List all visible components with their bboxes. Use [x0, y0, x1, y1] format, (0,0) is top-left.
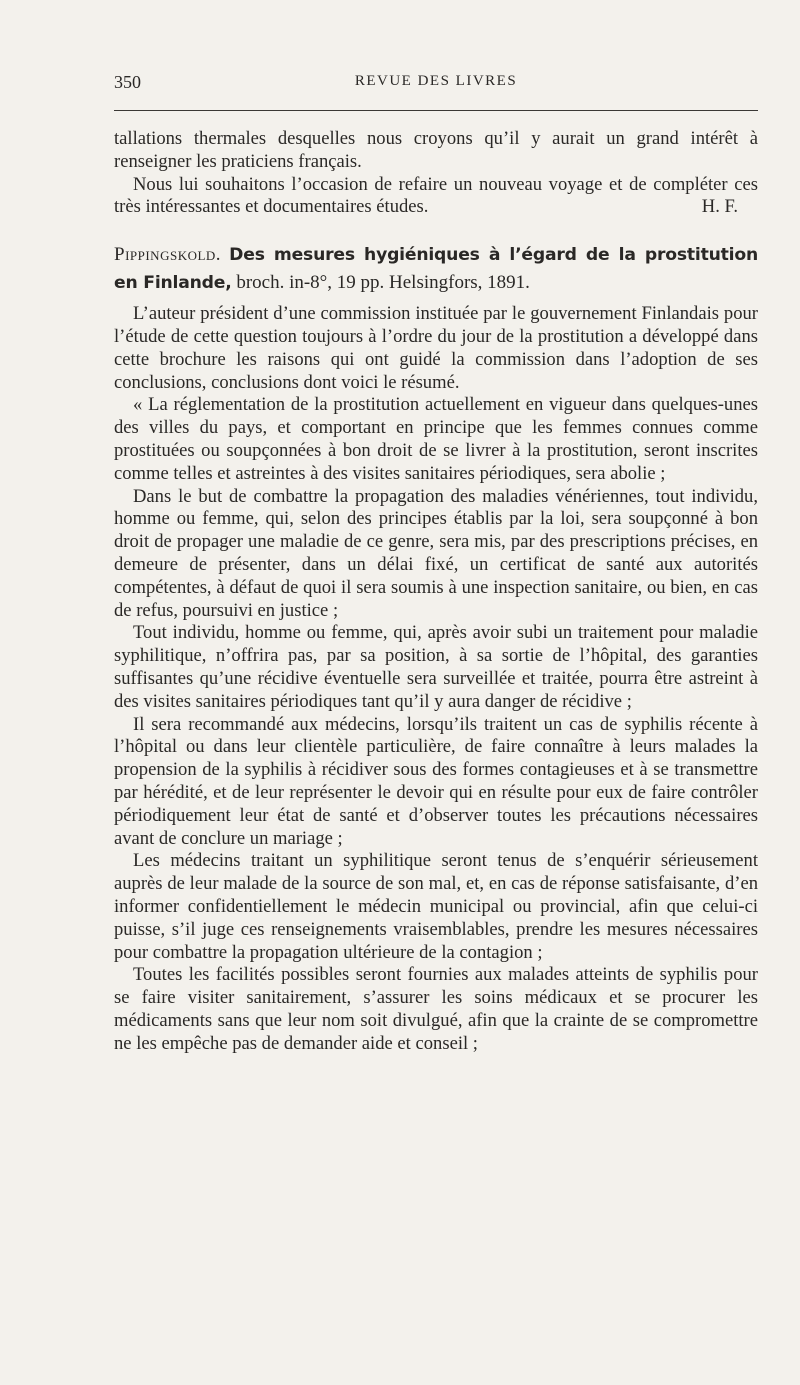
header-rule [114, 110, 758, 111]
entry-author: Pippingskold. [114, 244, 222, 266]
review-paragraph: Dans le but de combattre la propagation des maladies vénériennes, tout individu, homme ou femme, qui, selon des principes établis par la loi, sera soupçonné à bon droit de propager une maladie de ce genre, sera mis, par des prescriptions précises, en demeure de présenter, dans un délai fixé, un certificat de santé aux autorités compétentes, à défaut de quoi il sera soumis à une inspection sanitaire, ou bien, en cas de refus, poursuivi en justice ; [114, 485, 758, 621]
review-paragraph: Les médecins traitant un syphilitique seront tenus de s’enquérir sérieusement auprès de leur malade de la source de son mal, et, en cas de réponse satisfaisante, d’en informer confidentiellement le médecin municipal ou provincial, afin que celui-ci puisse, s’il juge ces renseignements vraisemblables, prendre les mesures nécessaires pour combattre la propagation ultérieure de la contagion ; [114, 850, 758, 963]
book-entry-heading [114, 241, 758, 297]
entry-title: Des mesures hygiéniques à l’égard de la prostitution en Finlande, [114, 245, 758, 294]
review-paragraph: L’auteur président d’une commission instituée par le gouvernement Finlandais pour l’étude de cette question toujours à l’ordre du jour de la prostitution a développé dans cette brochure les raisons qui ont guidé la commission dans l’adoption de ses conclusions, conclusions dont voici le résumé. [114, 303, 758, 393]
intro-line-1: tallations thermales desquelles nous croyons qu’il y aurait un grand intérêt [114, 128, 739, 149]
review-paragraph: Il sera recommandé aux médecins, lorsqu’ils traitent un cas de syphilis récente à l’hôpital ou dans leur clientèle particulière, de faire connaître à leurs malades la propension de la syphilis à récidiver sous des formes contagieuses et à se transmettre par hérédité, et de leur représenter le devoir qui en résulte pour eux de faire contrôler périodiquement leur état de santé et d’observer toutes les précautions nécessaires avant de conclure un mariage ; [114, 713, 758, 849]
intro-line-2: à renseigner les praticiens français. [114, 128, 758, 172]
page-number: 350 [114, 72, 141, 92]
body-text [114, 128, 758, 1055]
review-paragraph: « La réglementation de la prostitution actuellement en vigueur dans quelques-unes des villes du pays, et comportant en principe que les femmes connues comme prostituées ou soupçonnées à bon droit de se livrer à la prostitution, seront inscrites comme telles et astreintes à des visites sanitaires périodiques, sera abolie ; [114, 394, 758, 484]
running-head [114, 72, 758, 96]
intro-paragraph-text: Nous lui souhaitons l’occasion de refaire un nouveau voyage et de compléter ces très intéressantes et documentaires études. [114, 173, 758, 218]
review-paragraph: Toutes les facilités possibles seront fournies aux malades atteints de syphilis pour se faire visiter sanitairement, s’assurer les soins médicaux et se procurer les médicaments sans que leur nom soit divulgué, afin que la crainte de se compromettre ne les empêche pas de demander aide et conseil ; [114, 964, 758, 1054]
intro-paragraph [114, 174, 758, 220]
running-title: REVUE DES LIVRES [354, 73, 518, 89]
entry-details: broch. in-8°, 19 pp. Helsingfors, 1891. [236, 272, 530, 294]
review-paragraph: Tout individu, homme ou femme, qui, après avoir subi un traitement pour maladie syphilitique, n’offrira pas, par sa position, à sa sortie de l’hôpital, des garanties suffisantes qu’une récidive éventuelle sera surveillée et traitée, pourra être astreint à des visites sanitaires périodiques tant qu’il y aura danger de récidive ; [114, 622, 758, 712]
review-signature: H. F. [701, 196, 738, 218]
intro-continued-line [114, 128, 758, 174]
